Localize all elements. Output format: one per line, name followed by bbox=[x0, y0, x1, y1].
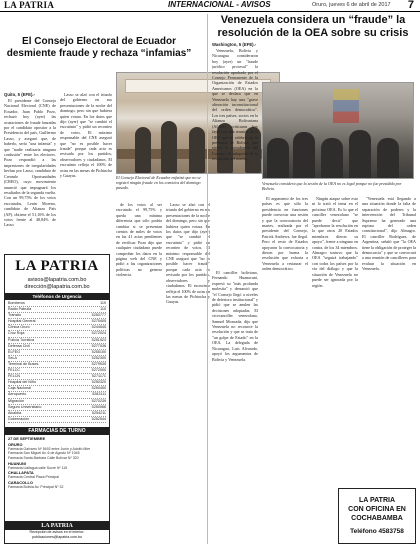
phone-name: Migración bbox=[8, 398, 24, 403]
phone-number: 5275405 bbox=[91, 319, 106, 324]
ecuador-column-4 bbox=[166, 202, 210, 544]
office-ad-brand: LA PATRIA bbox=[358, 497, 396, 504]
pharmacy-entry: Farmacia Santa Bárbara Calle Bolívar Nº 320 bbox=[8, 456, 79, 461]
venezuela-body-1: Venezuela, Bolivia y Nicaragua consideraron hoy (ayer) un "fraude jurídico procesal" la resolución aprobada por el Consejo Permanente de la Organización de Estados Americanos (OEA) en la que se declara que en Venezuela hay una "grave alteración inconstitucional del orden democrático". Los tres países, socios en la Alianza Bolivariana (ALBA), criticaron hoy (ayer) en una reunión de la OEA que se celebró sin la presencia de Bolivia, que ejerce la presidencia del Consejo, la adopción de la resolución del martes. bbox=[212, 48, 258, 162]
footer-line-2: publicaciones@lapatria.com.bo bbox=[32, 534, 82, 539]
cochabamba-office-ad bbox=[338, 488, 416, 544]
venezuela-body-5: "Venezuela está llegando a una situación donde la falta de separación de poderes y la intervención del Tribunal Supremo ha generado una ruptura del orden constitucional", dijo Almagro. El canciller Rodríguez, de Argentina, señaló que "la OEA tiene la obligación de proteger la democracia" y que se convocará a una reunión de cancilleres para evaluar la situación en Venezuela. bbox=[362, 196, 416, 272]
phone-name: Terminal de Buses bbox=[8, 361, 39, 366]
pharmacy-entry: Farmacia Llallagua calle Sucre Nº 115 bbox=[8, 465, 68, 470]
phones-title: Teléfonos de Urgencia bbox=[5, 293, 109, 300]
venezuela-headline: Venezuela considera un “fraude” la resolución de la OEA sobre su crisis bbox=[217, 14, 409, 39]
page-number: 7 bbox=[407, 0, 414, 11]
ad-brand: LA PATRIA bbox=[15, 258, 99, 274]
pharmacy-city: HUANUNI bbox=[8, 460, 26, 466]
phone-name: ELFEO bbox=[8, 349, 21, 354]
phone-row bbox=[8, 417, 106, 423]
office-ad-phone: Teléfono 4583758 bbox=[350, 528, 404, 535]
phone-name: Clínica Oruro bbox=[8, 325, 30, 330]
phone-number: 5277036 bbox=[91, 343, 106, 348]
photo-person bbox=[161, 121, 177, 173]
phone-name: Aeropuerto bbox=[8, 392, 27, 397]
pharmacy-entry: Farmacia Central Plaza Principal bbox=[8, 475, 59, 480]
ecuador-photo-caption: El Consejo Electoral de Ecuador enfatizó que no se registró ningún fraude en los comicios del domingo pasado. bbox=[116, 175, 201, 191]
ad-web[interactable]: dirección@lapatria.com.bo bbox=[24, 284, 90, 290]
phone-name: Radio Patrulla bbox=[8, 307, 32, 312]
ecuador-dateline: Quito, 5 (EFE).- bbox=[4, 92, 36, 97]
photo-person bbox=[349, 130, 371, 178]
pharmacy-date: 27 DE SEPTIEMBRE bbox=[8, 435, 46, 441]
ecuador-column-1 bbox=[4, 92, 56, 250]
page-header bbox=[0, 0, 420, 12]
pharmacy-city: CARACOLLO bbox=[8, 479, 33, 485]
footer-brand: LA PATRIA bbox=[5, 522, 109, 530]
venezuela-dateline: Washington, 5 (EFE).- bbox=[212, 42, 257, 47]
phone-name: FELCC bbox=[8, 368, 21, 373]
phone-name: SeLA bbox=[8, 355, 18, 360]
phone-number: 5250320 bbox=[91, 380, 106, 385]
phone-name: Seguro Universitario bbox=[8, 404, 42, 409]
phone-number: 5252300 bbox=[91, 355, 106, 360]
phone-name: Policía Turística bbox=[8, 337, 35, 342]
phone-number: 5279535 bbox=[91, 361, 106, 366]
phone-number: 110 bbox=[100, 307, 106, 312]
phone-list bbox=[5, 300, 109, 424]
footer-ad bbox=[5, 521, 109, 543]
phone-number: 5255100 bbox=[91, 349, 106, 354]
ecuador-body-4: Lasso se alzó con el triunfo del gobierno en sus presentaciones de la noche del domingo, pero sin que hubiera quien votara. En los datos que dijo (ayer) que "se cambió el escrutinio" y pidió un reconteo de votos. El máximo responsable del CNE aseguró que "no es posible hacer fraude" porque cada acta es revisada por los partidos, observadores y ciudadanos. El escrutinio refleja el 100% de actas en las mesas de Pichincha y Guayas. bbox=[166, 202, 210, 305]
phone-number: 5250066 bbox=[91, 404, 106, 409]
photo-person bbox=[377, 138, 399, 178]
office-ad-city: COCHABAMBA bbox=[351, 515, 403, 522]
photo-person bbox=[267, 138, 289, 178]
masthead-logo: LA PATRIA bbox=[4, 0, 55, 10]
pharmacy-title: FARMACIAS DE TURNO bbox=[5, 427, 109, 435]
venezuela-column-2 bbox=[212, 270, 258, 544]
photo-person bbox=[293, 132, 315, 178]
phone-name: Caja Nacional bbox=[8, 386, 31, 391]
phone-name: Hospital General bbox=[8, 319, 36, 324]
venezuela-photo-caption: Venezuela considera que la sesión de la OEA no es legal porque no fue presidida por Bolivia. bbox=[262, 181, 402, 192]
pharmacy-entry: Farmacia Bolivia Av. Principal Nº 32 bbox=[8, 484, 64, 489]
phone-number: 5254211 bbox=[91, 410, 106, 415]
phone-name: Bomberos bbox=[8, 301, 25, 305]
column-divider bbox=[207, 14, 208, 544]
la-patria-info-box bbox=[4, 254, 110, 544]
phone-number: 5271171 bbox=[91, 374, 106, 379]
ecuador-body-1: El presidente del Consejo Nacional Electoral (CNE) de Ecuador, Juan Pablo Pozo, rechazó hoy (ayer) las acusaciones de fraude lanzadas por el candidato opositor a la Presidencia del país, Guillermo Lasso, y aseguró que, de haberlo, sería "una infamia" y que "nadie realizaría ninguna confusión" entre los electores. Pozo respondió a las impresiones de irregularidades hechas por Lasso, candidato de Creando Oportunidades (CREO), cuyo movimiento anunció que impugnará los resultados de la segunda vuelta. Con un 99,75% de los votos escrutados, Lenín Moreno, candidato de Alianza País (AP), obtiene el 51,16% de los votos frente al 48,84% de Lasso. bbox=[4, 98, 56, 228]
ad-email[interactable]: avisos@lapatria.com.bo bbox=[27, 277, 87, 283]
venezuela-column-3 bbox=[262, 196, 308, 544]
venezuela-column-1 bbox=[212, 42, 258, 266]
section-title: INTERNACIONAL - AVISOS bbox=[168, 0, 271, 9]
phone-name: Tránsito bbox=[8, 313, 22, 318]
pharmacy-city: CHALLAPATA bbox=[8, 470, 34, 476]
pharmacy-list bbox=[5, 442, 109, 490]
photo-person bbox=[189, 127, 205, 173]
venezuela-body-3: El argumento de los tres países es que sólo la presidencia en funciones puede convocar una sesión y que la convocatoria del martes, realizada por el presidente del Consejo, Patrick Andrews, fue ilegal. Pero el resto de Estados apoyaron la convocatoria y dieron por buena la resolución que exhorta a Venezuela a restaurar el orden democrático. bbox=[262, 196, 308, 272]
issue-date: Oruro, jueves 6 de abril de 2017 bbox=[312, 2, 391, 8]
photo-person bbox=[135, 127, 151, 173]
pharmacy-city: ORURO bbox=[8, 441, 23, 447]
venezuela-body-4: Ningún ataque sobre esto ni lo trató el tema en el próximo OEA. Es lo que el canciller venezolano "se puede decir" que "aprobaron la resolución en la que otros 20 Estados miembros dieron su apoyo", frente a ninguno en contra, de los 34 miembros. Almagro sostuvo que la OEA "seguirá trabajando" con todos los países por la vía del diálogo y que la situación de Venezuela no puede ser ignorada por la región. bbox=[312, 196, 358, 288]
phone-number: 5272000 bbox=[91, 368, 106, 373]
phone-number: 5283111 bbox=[92, 392, 106, 397]
ecuador-column-2 bbox=[60, 92, 112, 250]
ecuador-headline: El Consejo Electoral de Ecuador desmiente fraude y rechaza “infamias” bbox=[6, 36, 192, 59]
photo-person bbox=[321, 138, 343, 178]
venezuela-body-2: El canciller boliviano, Fernando Huanacuni, expresó su "más profunda molestia" y denunció que "el Consejo llegó a niveles de deterioro institucional" y pidió que se anulen las decisiones adoptadas. El vicecanciller venezolano, Samuel Moncada, dijo que Venezuela no reconoce la resolución y que se trata de "un golpe de Estado" en la OEA. La delegada de Nicaragua, Luis Alvarado, apoyó los argumentos de Bolivia y Venezuela. bbox=[212, 270, 258, 362]
pharmacy-entry: Farmacia San Miguel Av. 6 de Agosto Nº 1045 bbox=[8, 451, 80, 456]
ecuador-column-3 bbox=[116, 202, 162, 544]
phone-number: 5250450 bbox=[91, 386, 106, 391]
phone-number: 5251923 bbox=[91, 337, 106, 342]
venezuela-photo bbox=[262, 82, 414, 179]
pharmacy-entry: Farmacia Galvarro Nº 5492 entre Junín y Adolfo Mier bbox=[8, 446, 91, 451]
ecuador-body-2: Lasso se alzó con el triunfo del gobierno en sus presentaciones de la noche del domingo, pero sin que hubiera quien votara. En los datos que dijo (ayer) que "se cambió el escrutinio" y pidió un reconteo de votos. El máximo responsable del CNE aseguró que "no es posible hacer fraude" porque cada acta es revisada por los partidos, observadores y ciudadanos. El escrutinio refleja el 100% de actas en las mesas de Pichincha y Guayas. bbox=[60, 92, 112, 179]
office-ad-line: CON OFICINA EN bbox=[348, 506, 406, 513]
phone-number: 5272024 bbox=[91, 331, 106, 336]
footer-line-1: Recepción de avisos en el interior: bbox=[29, 530, 85, 534]
phone-name: Alcaldía bbox=[8, 410, 22, 415]
phone-name: FELCN bbox=[8, 374, 21, 379]
venezuela-column-5 bbox=[362, 196, 416, 484]
phone-number: 119 bbox=[100, 301, 106, 305]
phone-number: 5244545 bbox=[91, 325, 106, 330]
phone-name: Defensa Civil bbox=[8, 343, 30, 348]
phone-number: 5252544 bbox=[91, 416, 106, 421]
phone-number: 5250777 bbox=[91, 313, 106, 318]
phone-name: Hospital del Niño bbox=[8, 380, 36, 385]
phone-name: Gobernación bbox=[8, 416, 30, 421]
phone-number: 5270239 bbox=[91, 398, 106, 403]
photo-flag bbox=[333, 89, 359, 123]
ecuador-body-3: de los votos al ser escrutado el 99,75% y queda una mínima diferencia que sólo podría cambiar si se presentan cientos de miles de votos en las 41 actas pendientes de verificar. Pozo dijo que cualquier ciudadano puede comprobar los datos en la página web del CNE y pidió a las organizaciones políticas no generar violencia. bbox=[116, 202, 162, 278]
phone-name: Cruz Roja bbox=[8, 331, 25, 336]
